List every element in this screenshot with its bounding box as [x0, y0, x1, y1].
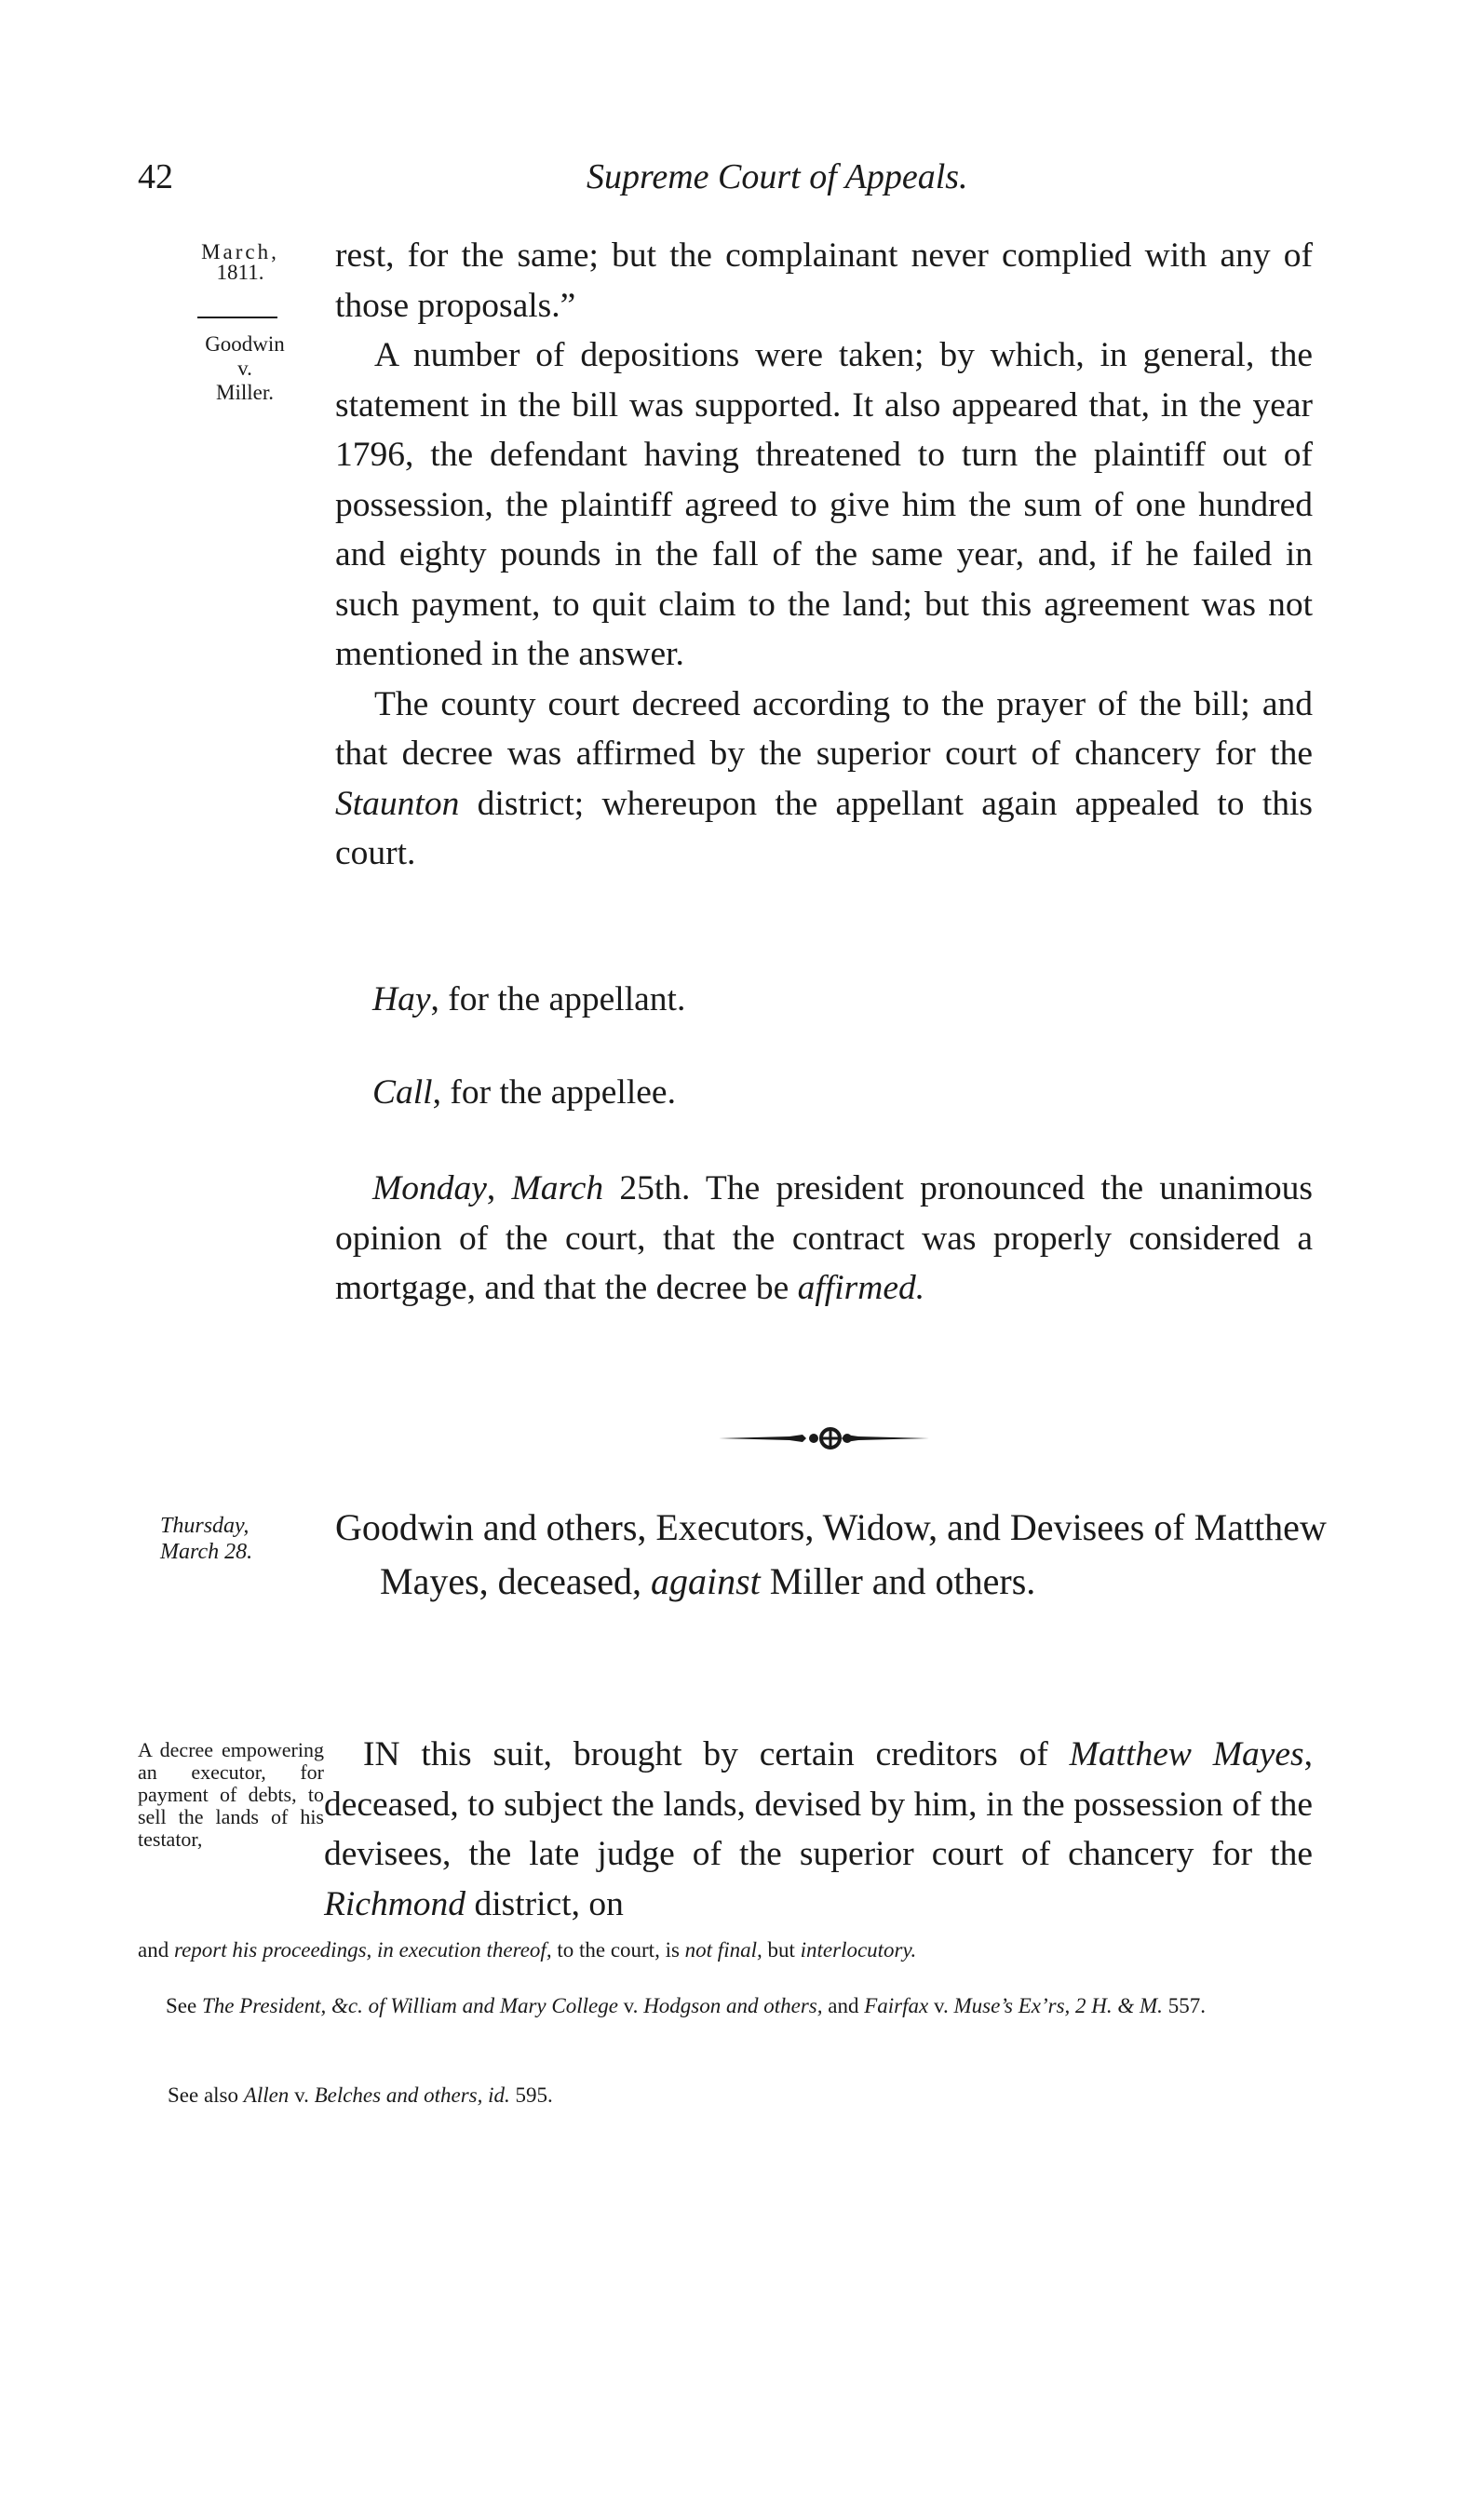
hn-interlocutory: interlocutory. [800, 1938, 917, 1962]
hn-but: but [762, 1938, 801, 1962]
margin-case-party1: Goodwin [205, 332, 285, 356]
margin-case-name [175, 328, 315, 410]
p5-end: district, on [465, 1884, 624, 1923]
p3-place: Staunton [335, 784, 460, 823]
fn1-case3: Fairfax [864, 1994, 929, 2017]
footnote-2 [168, 2082, 1341, 2110]
counsel-appellee-name: Call [372, 1073, 433, 1112]
p3-after: district; whereupon the appellant again appealed to this court. [335, 784, 1313, 872]
fn1-page: 557. [1162, 1994, 1206, 2017]
counsel-appellant-role: , for the appellant. [430, 980, 686, 1018]
paragraph-1: rest, for the same; but the complainant never complied with any of those proposals.” [335, 236, 1313, 325]
case-title-respondents: Miller and others. [760, 1560, 1036, 1602]
running-head: Supreme Court of Appeals. [587, 157, 968, 196]
headnote: A decree empowering an executor, for payment of debts, to sell the lands of his testator, [138, 1738, 324, 1851]
case-title-against: against [650, 1560, 761, 1602]
fn2-v: v. [289, 2083, 315, 2107]
page-number: 42 [138, 157, 173, 196]
fn1-v1: v. [617, 1994, 644, 2017]
opinion-body [335, 231, 1313, 879]
margin-case-party2: Miller. [216, 381, 274, 404]
fn2-case1: Allen [243, 2083, 290, 2107]
footnote-1 [138, 1992, 1311, 2020]
case-opening [324, 1730, 1313, 1929]
paragraph-2: A number of depositions were taken; by which, in general, the statement in the bill was supported. It also appeared that, in the year 1796, the defendant having threatened to turn the plaintiff out of possession, the plaintiff agreed to give him the sum of one hundred and eighty pounds in the fall of the same year, and, if he failed in such payment, to quit claim to the land; but this agreement was not mentioned in the answer. [335, 336, 1313, 673]
case-title [335, 1501, 1357, 1609]
paragraph-5 [324, 1730, 1313, 1929]
fn2-case2: Belches and others, id. [314, 2083, 510, 2107]
case-date-day: Thursday, [160, 1514, 250, 1538]
margin-date [175, 238, 305, 287]
decision-month: March [511, 1169, 604, 1207]
counsel-appellant-name: Hay [372, 980, 431, 1018]
decision-text: 25th. The president pronounced the unanimous opinion of the court, that the contract was properly considered a mortgage, and that the decree be [335, 1169, 1313, 1307]
decision-day: Monday [372, 1169, 487, 1207]
fn1-see: See [166, 1994, 202, 2017]
counsel-appellant [372, 979, 685, 1019]
fn1-case1: The President, &c. of William and Mary College [201, 1994, 618, 2017]
hn-italic: report his proceedings, in execution thereof, [173, 1938, 552, 1962]
p5-mid: , deceased, to subject the lands, devised by him, in the possession of the devisees, the late judge of the superior court of chancery for the [324, 1735, 1313, 1873]
p3-before: The county court decreed according to the prayer of the bill; and that decree was affirmed by the superior court of chancery for the [335, 684, 1313, 773]
counsel-appellee [372, 1072, 676, 1112]
case-date-date: March 28. [160, 1540, 253, 1564]
case-date [160, 1513, 309, 1565]
margin-month: March, [201, 240, 279, 263]
decision-paragraph [335, 1164, 1313, 1314]
decision-outcome: affirmed. [797, 1269, 925, 1307]
fn1-case4: Muse’s Ex’rs, 2 H. & M. [953, 1994, 1163, 2017]
fn2-page: 595. [509, 2083, 553, 2107]
paragraph-4 [335, 1164, 1313, 1314]
hn-pre: and [138, 1938, 174, 1962]
margin-year: 1811. [216, 261, 264, 284]
decision-sep: , [486, 1169, 512, 1207]
counsel-appellee-role: , for the appellee. [432, 1073, 676, 1112]
margin-case-v: v. [237, 357, 252, 380]
paragraph-3 [335, 680, 1313, 879]
fn1-v2: v. [928, 1994, 954, 2017]
margin-rule [197, 317, 277, 318]
p5-lead: IN this suit, brought by certain creditors of [363, 1735, 1070, 1773]
fn1-case2: Hodgson and others, [643, 1994, 823, 2017]
p5-place: Richmond [324, 1884, 466, 1923]
p5-name: Matthew Mayes [1069, 1735, 1304, 1773]
ornament-divider-icon [717, 1424, 931, 1452]
headnote-continuation [138, 1936, 1311, 1964]
fn2-see: See also [168, 2083, 244, 2107]
hn-mid: to the court, is [551, 1938, 685, 1962]
hn-not-final: not final, [684, 1938, 762, 1962]
case-title-parties: Goodwin and others, Executors, Widow, and Devisees of Matthew Mayes, deceased, [335, 1506, 1327, 1602]
fn1-and: and [822, 1994, 865, 2017]
